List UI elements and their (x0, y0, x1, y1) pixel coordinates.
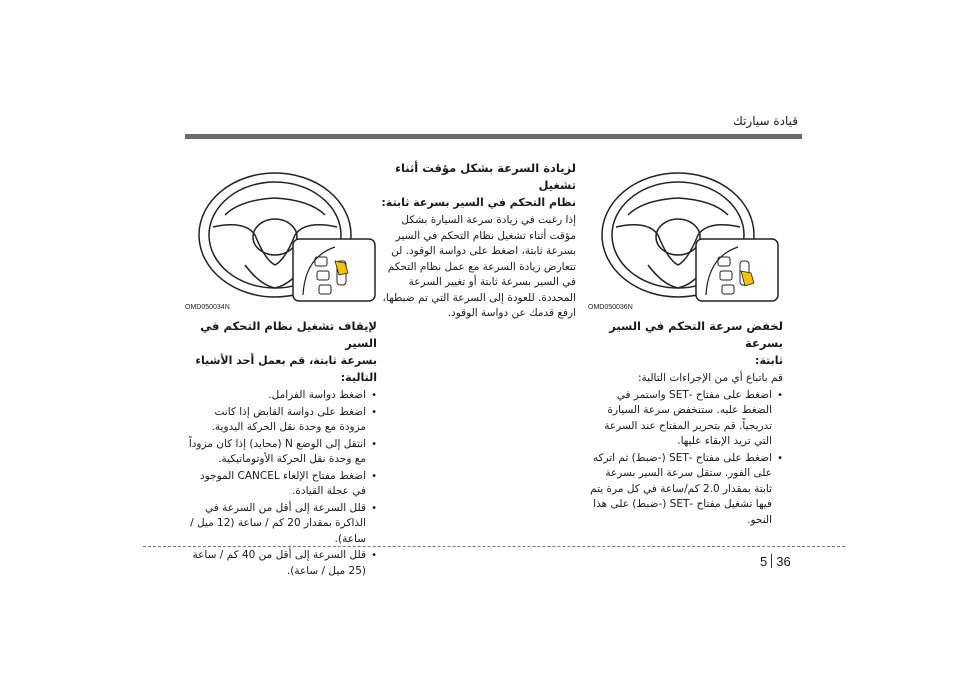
bullet-list (185, 388, 377, 579)
section-title: لإيقاف تشغيل نظام التحكم في السير (200, 319, 377, 350)
figure-code-right: OMD050036N (588, 304, 633, 311)
switch-inset (696, 239, 778, 301)
section-title: لزيادة السرعة بشكل مؤقت أثناء تشغيل (395, 161, 576, 192)
list-item: • قلل السرعة إلى أقل من 40 كم / ساعة (25 ميل / ساعة). (185, 548, 377, 579)
section-subtitle: بسرعة ثابتة، قم بعمل أحد الأشياء التالية: (195, 354, 377, 384)
header-rule (185, 134, 802, 139)
header-title: قيادة سيارتك (732, 114, 798, 128)
section-subtitle: نظام التحكم في السير بسرعة ثابتة: (381, 196, 576, 209)
section-decrease-speed (588, 318, 783, 529)
section-intro: قم باتباع أي من الإجراءات التالية: (638, 372, 783, 384)
list-item: • اضغط مفتاح الإلغاء CANCEL الموجود في عجلة القيادة. (185, 469, 377, 500)
section-temporary-accelerate (380, 160, 576, 322)
section-cancel-cruise (185, 318, 377, 580)
list-item: • انتقل إلى الوضع N (محايد) إذا كان مزوداً مع وحدة نقل الحركة الأوتوماتيكية. (185, 437, 377, 468)
list-item: • قلل السرعة إلى أقل من السرعة في الذاكرة بمقدار 20 كم / ساعة (12 ميل / ساعة). (185, 501, 377, 548)
figure-code-left: OMD050034N (185, 304, 230, 311)
footer-rule (143, 546, 845, 547)
list-item: • اضغط على مفتاح -SET (-ضبط) ثم اتركه على الفور. ستقل سرعة السير بسرعة ثابتة بمقدار 2.0 كم/ساعة في كل مرة يتم فيها تشغيل مفتاح -SET (-ضبط) على هذا النحو. (588, 451, 783, 529)
section-title: لخفض سرعة التحكم في السير بسرعة (609, 319, 783, 350)
page-separator (771, 554, 772, 568)
page-number (760, 554, 791, 569)
steering-wheel-figure-right (588, 165, 780, 303)
bullet-list (588, 388, 783, 529)
steering-wheel-illustration (185, 165, 377, 303)
section-subtitle: ثابتة: (755, 354, 783, 367)
page-number-value: 36 (776, 554, 791, 569)
steering-wheel-figure-left (185, 165, 377, 303)
list-item: • اضغط على مفتاح -SET واستمر في الضغط عليه. ستنخفض سرعة السيارة تدريجياً. قم بتحرير المفتاح عند السرعة التي تريد الإبقاء عليها. (588, 388, 783, 450)
chapter-number: 5 (760, 554, 768, 569)
steering-wheel-illustration (588, 165, 780, 303)
switch-inset (293, 239, 375, 301)
list-item: • اضغط دواسة الفرامل. (185, 388, 377, 404)
list-item: • اضغط على دواسة القابض إذا كانت مزودة مع وحدة نقل الحركة اليدوية. (185, 405, 377, 436)
section-paragraph: إذا رغبت في زيادة سرعة السيارة بشكل مؤقت أثناء تشغيل نظام التحكم في السير بسرعة ثابتة، اضغط على دواسة الوقود. لن تتعارض زيادة السرعة مع عمل نظام التحكم في السير بسرعة ثابتة أو تغيير السرعة المحددة. للعودة إلى السرعة التي تم ضبطها، ارفع قدمك عن دواسة الوقود. (382, 214, 576, 319)
